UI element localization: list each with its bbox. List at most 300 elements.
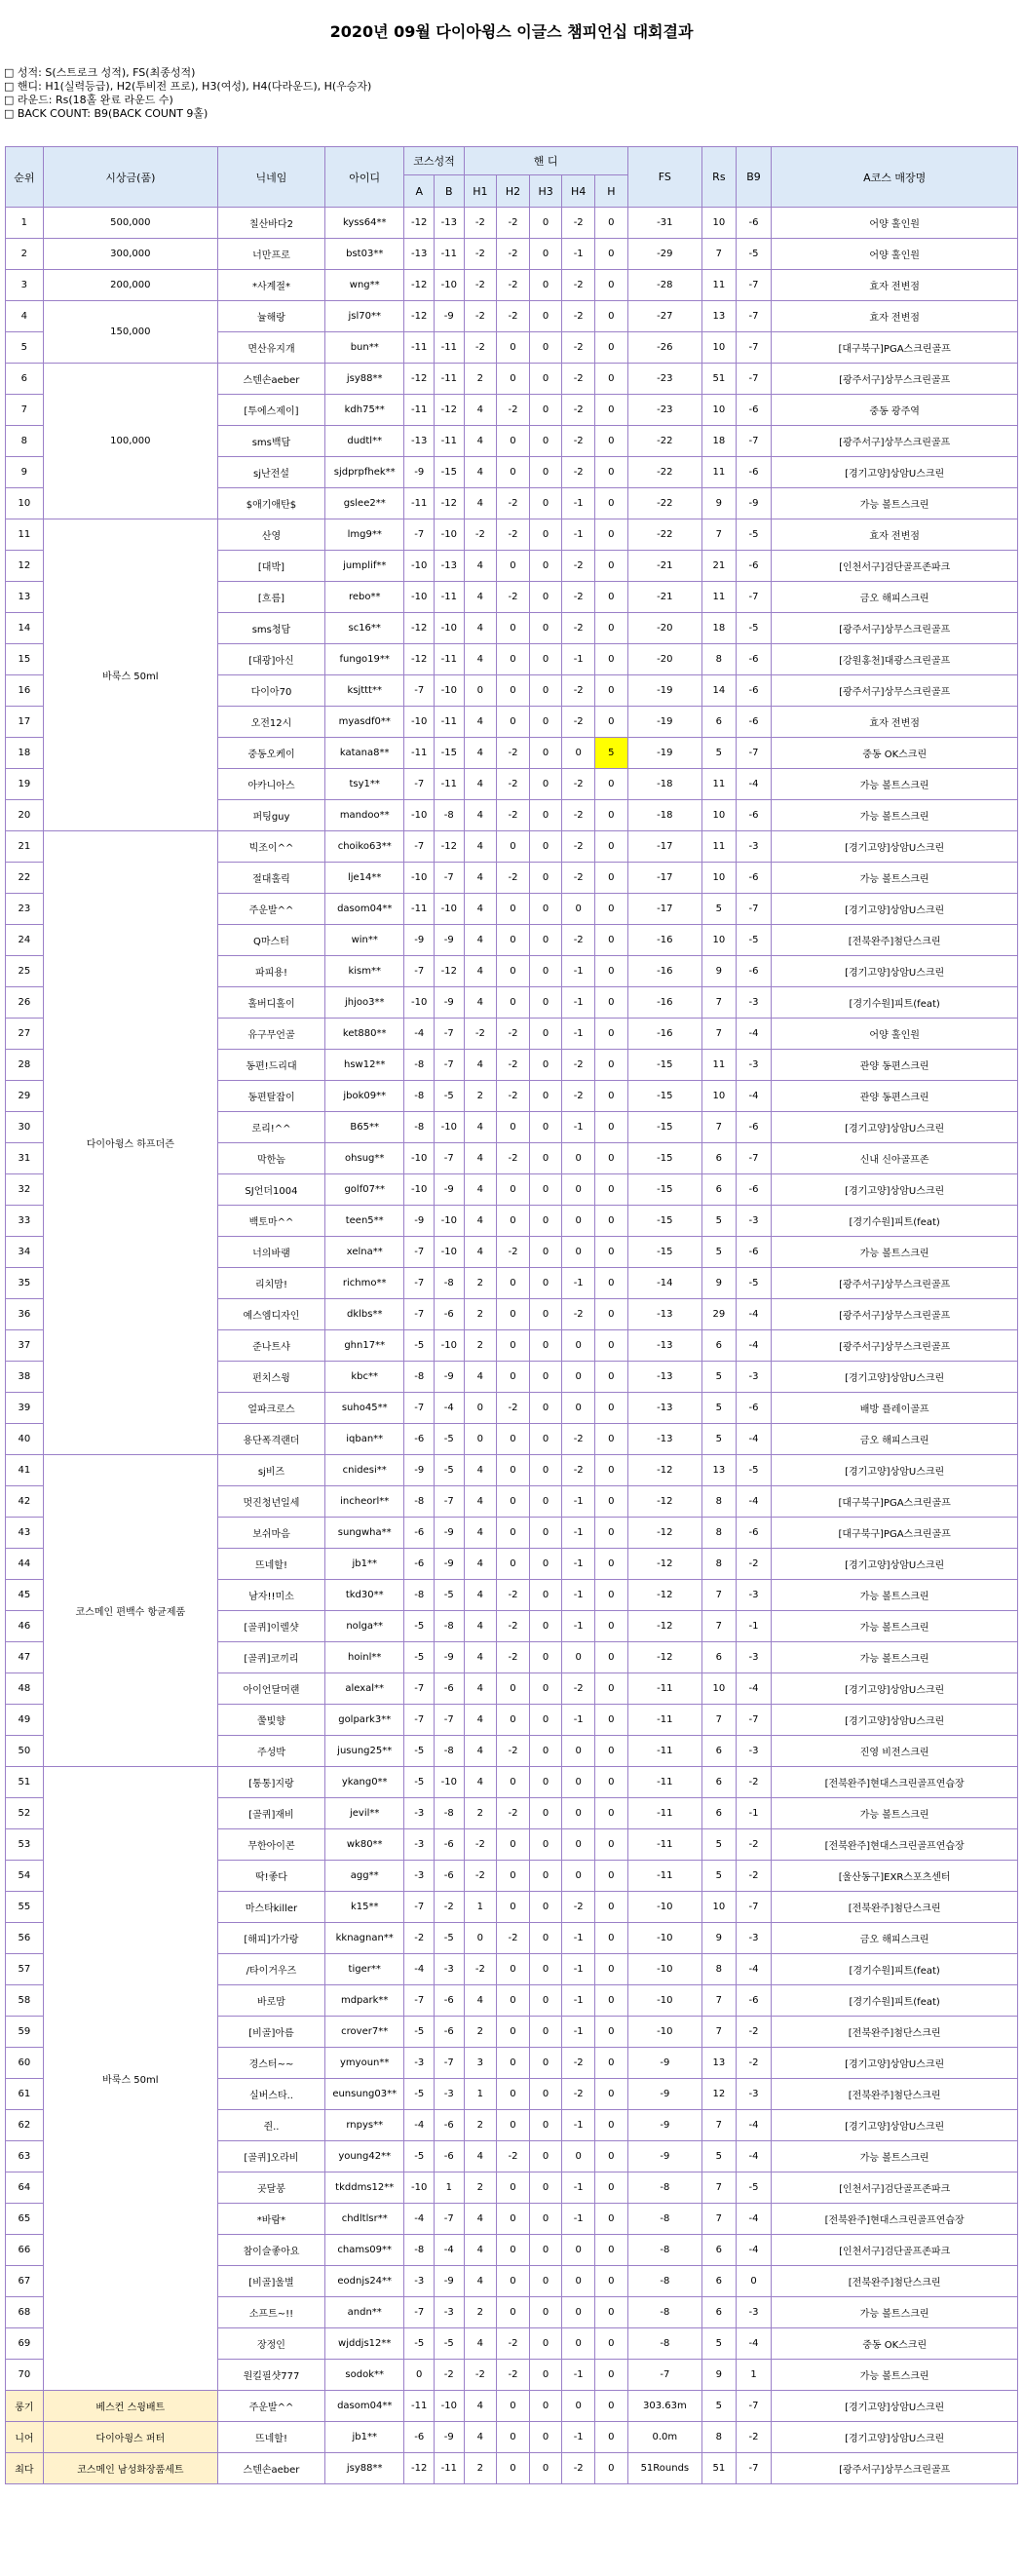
cell-score-b: -12 — [435, 488, 465, 519]
cell-nickname: [골퀴]오라비 — [217, 2141, 324, 2172]
cell-h3: 0 — [529, 2141, 562, 2172]
cell-h: 0 — [595, 956, 628, 987]
cell-nickname: *바람* — [217, 2204, 324, 2235]
cell-h: 0 — [595, 457, 628, 488]
cell-score-b: -5 — [435, 1580, 465, 1611]
cell-prize: 500,000 — [43, 208, 217, 239]
cell-rs: 8 — [702, 2422, 737, 2453]
cell-score-b: -3 — [435, 2079, 465, 2110]
cell-store: [광주서구]상무스크린골프 — [772, 1299, 1018, 1330]
cell-h2: 0 — [497, 2266, 530, 2297]
cell-h3: 0 — [529, 863, 562, 894]
cell-id: myasdf0** — [324, 707, 403, 738]
cell-score-a: -8 — [404, 1081, 435, 1112]
cell-score-a: -11 — [404, 332, 435, 364]
cell-store: [경기고양]상암U스크린 — [772, 2422, 1018, 2453]
cell-score-b: -10 — [435, 1206, 465, 1237]
cell-h2: 0 — [497, 925, 530, 956]
cell-rank: 37 — [6, 1330, 44, 1362]
cell-id: dasom04** — [324, 2391, 403, 2422]
cell-h: 0 — [595, 707, 628, 738]
cell-h1: 4 — [464, 2391, 497, 2422]
cell-h1: 2 — [464, 1330, 497, 1362]
cell-store: 금오 해피스크린 — [772, 1424, 1018, 1455]
cell-id: jevil** — [324, 1798, 403, 1829]
cell-b9: 0 — [736, 2266, 772, 2297]
cell-rs: 6 — [702, 2297, 737, 2328]
cell-fs: -8 — [627, 2328, 701, 2360]
cell-rs: 5 — [702, 1861, 737, 1892]
cell-h3: 0 — [529, 2453, 562, 2484]
cell-rs: 13 — [702, 301, 737, 332]
cell-id: B65** — [324, 1112, 403, 1143]
header-course-score: 코스성적 — [404, 147, 464, 175]
cell-score-b: -15 — [435, 738, 465, 769]
cell-rs: 9 — [702, 1923, 737, 1954]
cell-b9: -6 — [736, 707, 772, 738]
cell-h4: 0 — [562, 1330, 595, 1362]
cell-score-b: -6 — [435, 1299, 465, 1330]
cell-nickname: 동편탈잡이 — [217, 1081, 324, 1112]
cell-h: 0 — [595, 1642, 628, 1673]
cell-score-b: 1 — [435, 2172, 465, 2204]
cell-id: ohsug** — [324, 1143, 403, 1174]
cell-h2: 0 — [497, 1549, 530, 1580]
cell-h3: 0 — [529, 1330, 562, 1362]
cell-b9: -3 — [736, 1362, 772, 1393]
cell-id: sungwha** — [324, 1518, 403, 1549]
cell-h: 0 — [595, 582, 628, 613]
cell-h: 0 — [595, 1705, 628, 1736]
cell-h1: 4 — [464, 769, 497, 800]
cell-rs: 10 — [702, 925, 737, 956]
cell-score-b: -10 — [435, 2391, 465, 2422]
cell-h2: -2 — [497, 1393, 530, 1424]
cell-score-a: -12 — [404, 270, 435, 301]
cell-nickname: 뜨네할! — [217, 1549, 324, 1580]
cell-h: 0 — [595, 1954, 628, 1985]
cell-prize: 코스메인 편백수 항균제품 — [43, 1455, 217, 1767]
cell-h4: -2 — [562, 707, 595, 738]
cell-store: [인천서구]검단골프존파크 — [772, 2235, 1018, 2266]
cell-h3: 0 — [529, 1486, 562, 1518]
cell-score-a: -5 — [404, 1767, 435, 1798]
cell-h: 0 — [595, 1767, 628, 1798]
cell-h1: -2 — [464, 332, 497, 364]
cell-rs: 8 — [702, 1486, 737, 1518]
cell-id: ykang0** — [324, 1767, 403, 1798]
cell-score-b: -7 — [435, 2204, 465, 2235]
cell-h3: 0 — [529, 1050, 562, 1081]
cell-id: hoinl** — [324, 1642, 403, 1673]
cell-nickname: 다이아70 — [217, 675, 324, 707]
cell-rank: 52 — [6, 1798, 44, 1829]
cell-rs: 6 — [702, 1143, 737, 1174]
cell-b9: -3 — [736, 2297, 772, 2328]
cell-h1: 0 — [464, 1393, 497, 1424]
cell-score-a: -12 — [404, 2453, 435, 2484]
cell-b9: -2 — [736, 2422, 772, 2453]
cell-score-b: -11 — [435, 426, 465, 457]
cell-rank: 36 — [6, 1299, 44, 1330]
cell-h3: 0 — [529, 2328, 562, 2360]
cell-fs: -15 — [627, 1143, 701, 1174]
cell-rs: 7 — [702, 2204, 737, 2235]
cell-h: 0 — [595, 1798, 628, 1829]
cell-h3: 0 — [529, 488, 562, 519]
cell-rs: 7 — [702, 1705, 737, 1736]
cell-h4: -2 — [562, 1299, 595, 1330]
cell-h4: 0 — [562, 1174, 595, 1206]
cell-nickname: [비골]아름 — [217, 2017, 324, 2048]
cell-h3: 0 — [529, 1174, 562, 1206]
cell-id: gslee2** — [324, 488, 403, 519]
cell-fs: -22 — [627, 488, 701, 519]
cell-id: ksjttt** — [324, 675, 403, 707]
cell-id: wk80** — [324, 1829, 403, 1861]
cell-score-b: -8 — [435, 1268, 465, 1299]
cell-h1: 2 — [464, 2453, 497, 2484]
cell-h4: -2 — [562, 551, 595, 582]
cell-h4: -2 — [562, 301, 595, 332]
cell-nickname: 용단폭격랜더 — [217, 1424, 324, 1455]
cell-fs: -27 — [627, 301, 701, 332]
cell-score-a: -6 — [404, 1549, 435, 1580]
cell-nickname: 리치맘! — [217, 1268, 324, 1299]
cell-score-a: -9 — [404, 457, 435, 488]
cell-b9: -3 — [736, 831, 772, 863]
cell-score-a: -13 — [404, 239, 435, 270]
cell-nickname: $애기애탄$ — [217, 488, 324, 519]
cell-nickname: sms백담 — [217, 426, 324, 457]
cell-h4: -1 — [562, 2422, 595, 2453]
cell-nickname: SJ언더1004 — [217, 1174, 324, 1206]
cell-score-a: -6 — [404, 1424, 435, 1455]
cell-h3: 0 — [529, 707, 562, 738]
cell-rank: 69 — [6, 2328, 44, 2360]
cell-rank: 39 — [6, 1393, 44, 1424]
cell-h: 0 — [595, 2297, 628, 2328]
cell-h: 0 — [595, 1081, 628, 1112]
cell-rank: 68 — [6, 2297, 44, 2328]
cell-b9: -7 — [736, 426, 772, 457]
cell-rs: 5 — [702, 1393, 737, 1424]
cell-rs: 7 — [702, 1611, 737, 1642]
cell-rs: 5 — [702, 894, 737, 925]
cell-h4: -1 — [562, 1112, 595, 1143]
cell-prize: 다이아윙스 퍼터 — [43, 2422, 217, 2453]
cell-b9: -3 — [736, 987, 772, 1019]
cell-score-a: -7 — [404, 831, 435, 863]
cell-prize: 200,000 — [43, 270, 217, 301]
cell-h3: 0 — [529, 956, 562, 987]
cell-b9: -2 — [736, 1767, 772, 1798]
cell-score-b: -9 — [435, 2266, 465, 2297]
cell-fs: -8 — [627, 2297, 701, 2328]
cell-score-b: -6 — [435, 2017, 465, 2048]
cell-nickname: 무한아이콘 — [217, 1829, 324, 1861]
cell-h1: -2 — [464, 239, 497, 270]
cell-fs: 51Rounds — [627, 2453, 701, 2484]
cell-store: [대구북구]PGA스크린골프 — [772, 1486, 1018, 1518]
cell-h4: -2 — [562, 1424, 595, 1455]
cell-store: 가능 볼트스크린 — [772, 2297, 1018, 2328]
cell-store: [경기수원]피트(feat) — [772, 1954, 1018, 1985]
cell-score-a: -7 — [404, 769, 435, 800]
cell-h1: 4 — [464, 863, 497, 894]
cell-score-a: -9 — [404, 925, 435, 956]
cell-h4: 0 — [562, 1861, 595, 1892]
cell-fs: -12 — [627, 1611, 701, 1642]
cell-h1: 4 — [464, 1518, 497, 1549]
cell-id: ket880** — [324, 1019, 403, 1050]
cell-store: [전북완주]현대스크린골프연습장 — [772, 1829, 1018, 1861]
cell-score-a: -11 — [404, 894, 435, 925]
cell-score-b: -6 — [435, 2110, 465, 2141]
cell-fs: -9 — [627, 2110, 701, 2141]
cell-h3: 0 — [529, 675, 562, 707]
cell-store: [인천서구]검단골프존파크 — [772, 551, 1018, 582]
cell-h4: -2 — [562, 582, 595, 613]
cell-rs: 12 — [702, 2079, 737, 2110]
cell-rank: 41 — [6, 1455, 44, 1486]
cell-h: 0 — [595, 769, 628, 800]
cell-id: crover7** — [324, 2017, 403, 2048]
cell-score-a: -10 — [404, 2172, 435, 2204]
cell-score-b: -11 — [435, 707, 465, 738]
cell-h3: 0 — [529, 1362, 562, 1393]
cell-store: [전북완주]첨단스크린 — [772, 925, 1018, 956]
cell-h3: 0 — [529, 2017, 562, 2048]
cell-fs: -17 — [627, 831, 701, 863]
cell-b9: -6 — [736, 208, 772, 239]
cell-store: 가능 볼트스크린 — [772, 2141, 1018, 2172]
cell-fs: -13 — [627, 1393, 701, 1424]
cell-h: 0 — [595, 1923, 628, 1954]
cell-h1: 1 — [464, 1892, 497, 1923]
cell-score-b: -11 — [435, 769, 465, 800]
cell-h3: 0 — [529, 1861, 562, 1892]
cell-store: 금오 해피스크린 — [772, 582, 1018, 613]
legend-notes — [4, 66, 371, 121]
cell-b9: -4 — [736, 1081, 772, 1112]
cell-id: jsy88** — [324, 364, 403, 395]
cell-score-a: -7 — [404, 1268, 435, 1299]
cell-rs: 8 — [702, 644, 737, 675]
cell-nickname: [대박] — [217, 551, 324, 582]
cell-fs: 0.0m — [627, 2422, 701, 2453]
cell-id: wjddjs12** — [324, 2328, 403, 2360]
cell-nickname: 면산유지개 — [217, 332, 324, 364]
cell-id: chdltlsr** — [324, 2204, 403, 2235]
cell-id: dasom04** — [324, 894, 403, 925]
cell-b9: -7 — [736, 270, 772, 301]
cell-b9: -4 — [736, 769, 772, 800]
cell-b9: -2 — [736, 1861, 772, 1892]
cell-fs: -11 — [627, 1673, 701, 1705]
cell-h2: 0 — [497, 2079, 530, 2110]
table-row — [6, 1767, 1018, 1798]
header-id: 아이디 — [324, 147, 403, 208]
header-rs: Rs — [702, 147, 737, 208]
cell-b9: -6 — [736, 800, 772, 831]
cell-nickname: [골퀴]코끼리 — [217, 1642, 324, 1673]
cell-store: 가능 볼트스크린 — [772, 1237, 1018, 1268]
cell-rank: 9 — [6, 457, 44, 488]
cell-fs: -12 — [627, 1518, 701, 1549]
cell-rs: 7 — [702, 1019, 737, 1050]
cell-fs: -20 — [627, 613, 701, 644]
cell-h3: 0 — [529, 1705, 562, 1736]
cell-fs: -8 — [627, 2172, 701, 2204]
cell-id: jusung25** — [324, 1736, 403, 1767]
cell-rank: 22 — [6, 863, 44, 894]
cell-store: [경기수원]피트(feat) — [772, 1985, 1018, 2017]
cell-nickname: 멋진청년일세 — [217, 1486, 324, 1518]
cell-score-a: -10 — [404, 551, 435, 582]
cell-score-a: -9 — [404, 1206, 435, 1237]
cell-h1: 4 — [464, 1642, 497, 1673]
cell-b9: -5 — [736, 2172, 772, 2204]
cell-h: 0 — [595, 831, 628, 863]
cell-rank: 10 — [6, 488, 44, 519]
cell-h1: -2 — [464, 1829, 497, 1861]
cell-h2: 0 — [497, 2453, 530, 2484]
cell-score-b: -9 — [435, 2422, 465, 2453]
cell-store: [강원홍천]대광스크린골프 — [772, 644, 1018, 675]
cell-score-a: -5 — [404, 1736, 435, 1767]
cell-id: kdh75** — [324, 395, 403, 426]
table-header — [6, 147, 1018, 208]
cell-b9: -7 — [736, 738, 772, 769]
cell-fs: -12 — [627, 1549, 701, 1580]
cell-score-b: -10 — [435, 1112, 465, 1143]
cell-h1: -2 — [464, 1861, 497, 1892]
cell-prize: 100,000 — [43, 364, 217, 519]
cell-score-b: -7 — [435, 1143, 465, 1174]
cell-fs: -10 — [627, 1985, 701, 2017]
cell-fs: -17 — [627, 863, 701, 894]
table-row — [6, 519, 1018, 551]
cell-h3: 0 — [529, 1081, 562, 1112]
cell-h1: 3 — [464, 2048, 497, 2079]
cell-id: jb1** — [324, 1549, 403, 1580]
cell-h1: 0 — [464, 1424, 497, 1455]
cell-h2: 0 — [497, 2048, 530, 2079]
cell-id: bst03** — [324, 239, 403, 270]
cell-store: [경기고양]상암U스크린 — [772, 2048, 1018, 2079]
cell-fs: -13 — [627, 1362, 701, 1393]
cell-score-b: -4 — [435, 1393, 465, 1424]
cell-h2: 0 — [497, 551, 530, 582]
cell-score-a: -10 — [404, 1174, 435, 1206]
cell-h2: 0 — [497, 1861, 530, 1892]
cell-store: [경기고양]상암U스크린 — [772, 956, 1018, 987]
cell-rs: 9 — [702, 2360, 737, 2391]
cell-h1: 4 — [464, 1486, 497, 1518]
cell-rank: 57 — [6, 1954, 44, 1985]
cell-score-a: -5 — [404, 2328, 435, 2360]
cell-nickname: 홀버디홀이 — [217, 987, 324, 1019]
cell-h1: 4 — [464, 1143, 497, 1174]
cell-h4: -2 — [562, 457, 595, 488]
cell-nickname: 뜨네할! — [217, 2422, 324, 2453]
cell-score-a: -11 — [404, 488, 435, 519]
cell-b9: -4 — [736, 1673, 772, 1705]
cell-h1: 4 — [464, 956, 497, 987]
cell-store: 가능 볼트스크린 — [772, 1580, 1018, 1611]
cell-fs: -10 — [627, 1923, 701, 1954]
cell-score-b: -13 — [435, 551, 465, 582]
cell-id: lmg9** — [324, 519, 403, 551]
cell-rank: 5 — [6, 332, 44, 364]
cell-rs: 8 — [702, 1518, 737, 1549]
cell-store: [경기고양]상암U스크린 — [772, 1549, 1018, 1580]
cell-fs: -16 — [627, 956, 701, 987]
cell-rank: 67 — [6, 2266, 44, 2297]
cell-b9: -1 — [736, 1798, 772, 1829]
cell-score-a: -5 — [404, 2079, 435, 2110]
cell-store: [인천서구]검단골프존파크 — [772, 2172, 1018, 2204]
header-h: H — [595, 175, 628, 208]
cell-id: jb1** — [324, 2422, 403, 2453]
cell-score-b: -12 — [435, 395, 465, 426]
cell-rank: 15 — [6, 644, 44, 675]
cell-h2: 0 — [497, 644, 530, 675]
cell-h4: -1 — [562, 2204, 595, 2235]
cell-score-a: -8 — [404, 1050, 435, 1081]
cell-h1: -2 — [464, 1954, 497, 1985]
header-fs: FS — [627, 147, 701, 208]
cell-h3: 0 — [529, 426, 562, 457]
cell-h1: 4 — [464, 1050, 497, 1081]
cell-score-a: -7 — [404, 675, 435, 707]
cell-score-a: -7 — [404, 1393, 435, 1424]
cell-prize: 바룩스 50ml — [43, 519, 217, 831]
cell-rank: 7 — [6, 395, 44, 426]
cell-rs: 29 — [702, 1299, 737, 1330]
cell-h4: 0 — [562, 2297, 595, 2328]
cell-h: 0 — [595, 675, 628, 707]
cell-h: 0 — [595, 1455, 628, 1486]
cell-h3: 0 — [529, 2391, 562, 2422]
cell-h2: 0 — [497, 2422, 530, 2453]
cell-h4: -1 — [562, 1705, 595, 1736]
cell-nickname: [골퀴]이렐샷 — [217, 1611, 324, 1642]
cell-score-a: 0 — [404, 2360, 435, 2391]
cell-fs: -11 — [627, 1861, 701, 1892]
cell-h3: 0 — [529, 2235, 562, 2266]
cell-nickname: [투에스제이] — [217, 395, 324, 426]
cell-h2: 0 — [497, 1330, 530, 1362]
cell-h4: -2 — [562, 925, 595, 956]
cell-rs: 6 — [702, 1174, 737, 1206]
cell-store: [경기고양]상암U스크린 — [772, 1362, 1018, 1393]
cell-rank: 45 — [6, 1580, 44, 1611]
cell-rank: 11 — [6, 519, 44, 551]
cell-nickname: 주성박 — [217, 1736, 324, 1767]
cell-h1: 4 — [464, 395, 497, 426]
cell-id: kyss64** — [324, 208, 403, 239]
cell-nickname: 경스터~~ — [217, 2048, 324, 2079]
cell-score-a: -3 — [404, 2266, 435, 2297]
cell-b9: -4 — [736, 1019, 772, 1050]
cell-score-b: -9 — [435, 1362, 465, 1393]
cell-score-b: -5 — [435, 1081, 465, 1112]
cell-h2: 0 — [497, 426, 530, 457]
cell-rs: 10 — [702, 800, 737, 831]
cell-nickname: 스텐손aeber — [217, 364, 324, 395]
